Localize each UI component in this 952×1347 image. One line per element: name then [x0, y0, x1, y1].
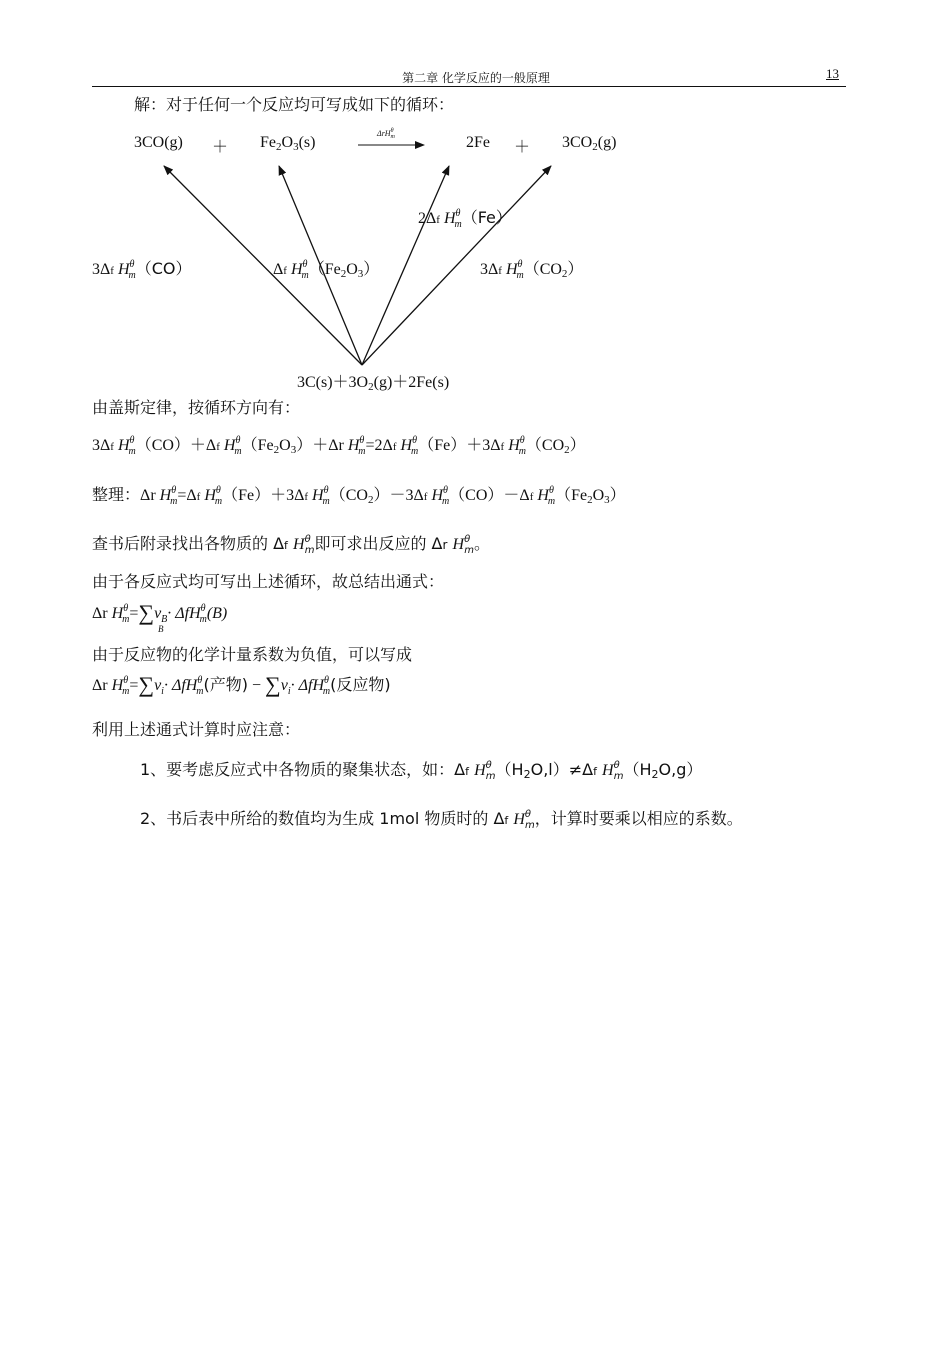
label-co: 3Δf $H^\theta_m(CO)$ [92, 259, 192, 281]
label-co2: 3Δf $H^\theta_m(CO2)$ [480, 259, 584, 281]
plus-sign-2: ＋ [514, 137, 531, 156]
cycle-equation: 3Δf $H^\theta_m(CO)+\Delta f$ $H^\theta_m(Fe2O3)+\Delta r$ $H^\theta_m=2\Delta f$ $H^\theta_m(Fe)+3\Delta f$ $H^\theta_m(CO2)$ [92, 435, 586, 457]
hess-cycle-diagram [0, 0, 952, 400]
product-co2: 3CO2(g) [562, 134, 617, 153]
label-fe: 2Δf $H^\theta_m(Fe)$ [418, 208, 512, 230]
reactant-fe2o3: Fe2O3(s) [260, 134, 316, 153]
negative-coef-line: 由于反应物的化学计量系数为负值，可以写成 [92, 645, 413, 664]
product-reactant-formula: Δr $H^\theta_m=\sum\nu_i\cdot \Delta fH^\theta_m$(产物) − $\sum\nu_i\cdot \Delta fH^\theta_m$(反应物) [92, 672, 391, 697]
general-formula-intro: 由于各反应式均可写出上述循环，故总结出通式： [92, 572, 445, 591]
chapter-header: 第二章 化学反应的一般原理 [402, 71, 550, 85]
hess-law-line: 由盖斯定律，按循环方向有： [92, 398, 301, 417]
note-1: 1、要考虑反应式中各物质的聚集状态，如：Δf $H^\theta_m(H2O,l)\ne\Delta f$ $H^\theta_m(H2O,g)$ [140, 760, 703, 782]
plus-sign-1: ＋ [212, 137, 229, 156]
sum-index-b: B [158, 624, 164, 634]
label-elements: 3C(s)＋3O2(g)＋2Fe(s) [297, 374, 450, 393]
intro-line: 解：对于任何一个反应均可写成如下的循环： [134, 95, 455, 114]
note-2: 2、书后表中所给的数值均为生成 1mol 物质时的 Δf $H^\theta_m$，计算时要乘以相应的系数。 [140, 809, 743, 831]
notes-title: 利用上述通式计算时应注意： [92, 720, 301, 739]
general-formula: Δr $H^\theta_m=\sum\nu_B\cdot \Delta fH^\theta_m(B)$ [92, 600, 228, 625]
label-fe2o3: Δf $H^\theta_m(Fe2O3)$ [273, 259, 380, 281]
page-number: 13 [826, 66, 839, 81]
product-fe: 2Fe [466, 134, 490, 151]
tidy-equation: 整理：Δr $H^\theta_m=\Delta f$ $H^\theta_m(Fe)+3\Delta f$ $H^\theta_m(CO2)-3\Delta f$ $H^\theta_m(CO)-\Delta f$ $H^\theta_m(Fe2O3)$ [92, 485, 626, 507]
reaction-arrow-label: ΔrH$^\theta_m$ [377, 128, 395, 140]
reactant-co: 3CO(g) [134, 134, 183, 151]
lookup-line: 查书后附录找出各物质的 Δf $H^\theta_m$即可求出反应的 Δr $H^\theta_m$。 [92, 534, 490, 556]
